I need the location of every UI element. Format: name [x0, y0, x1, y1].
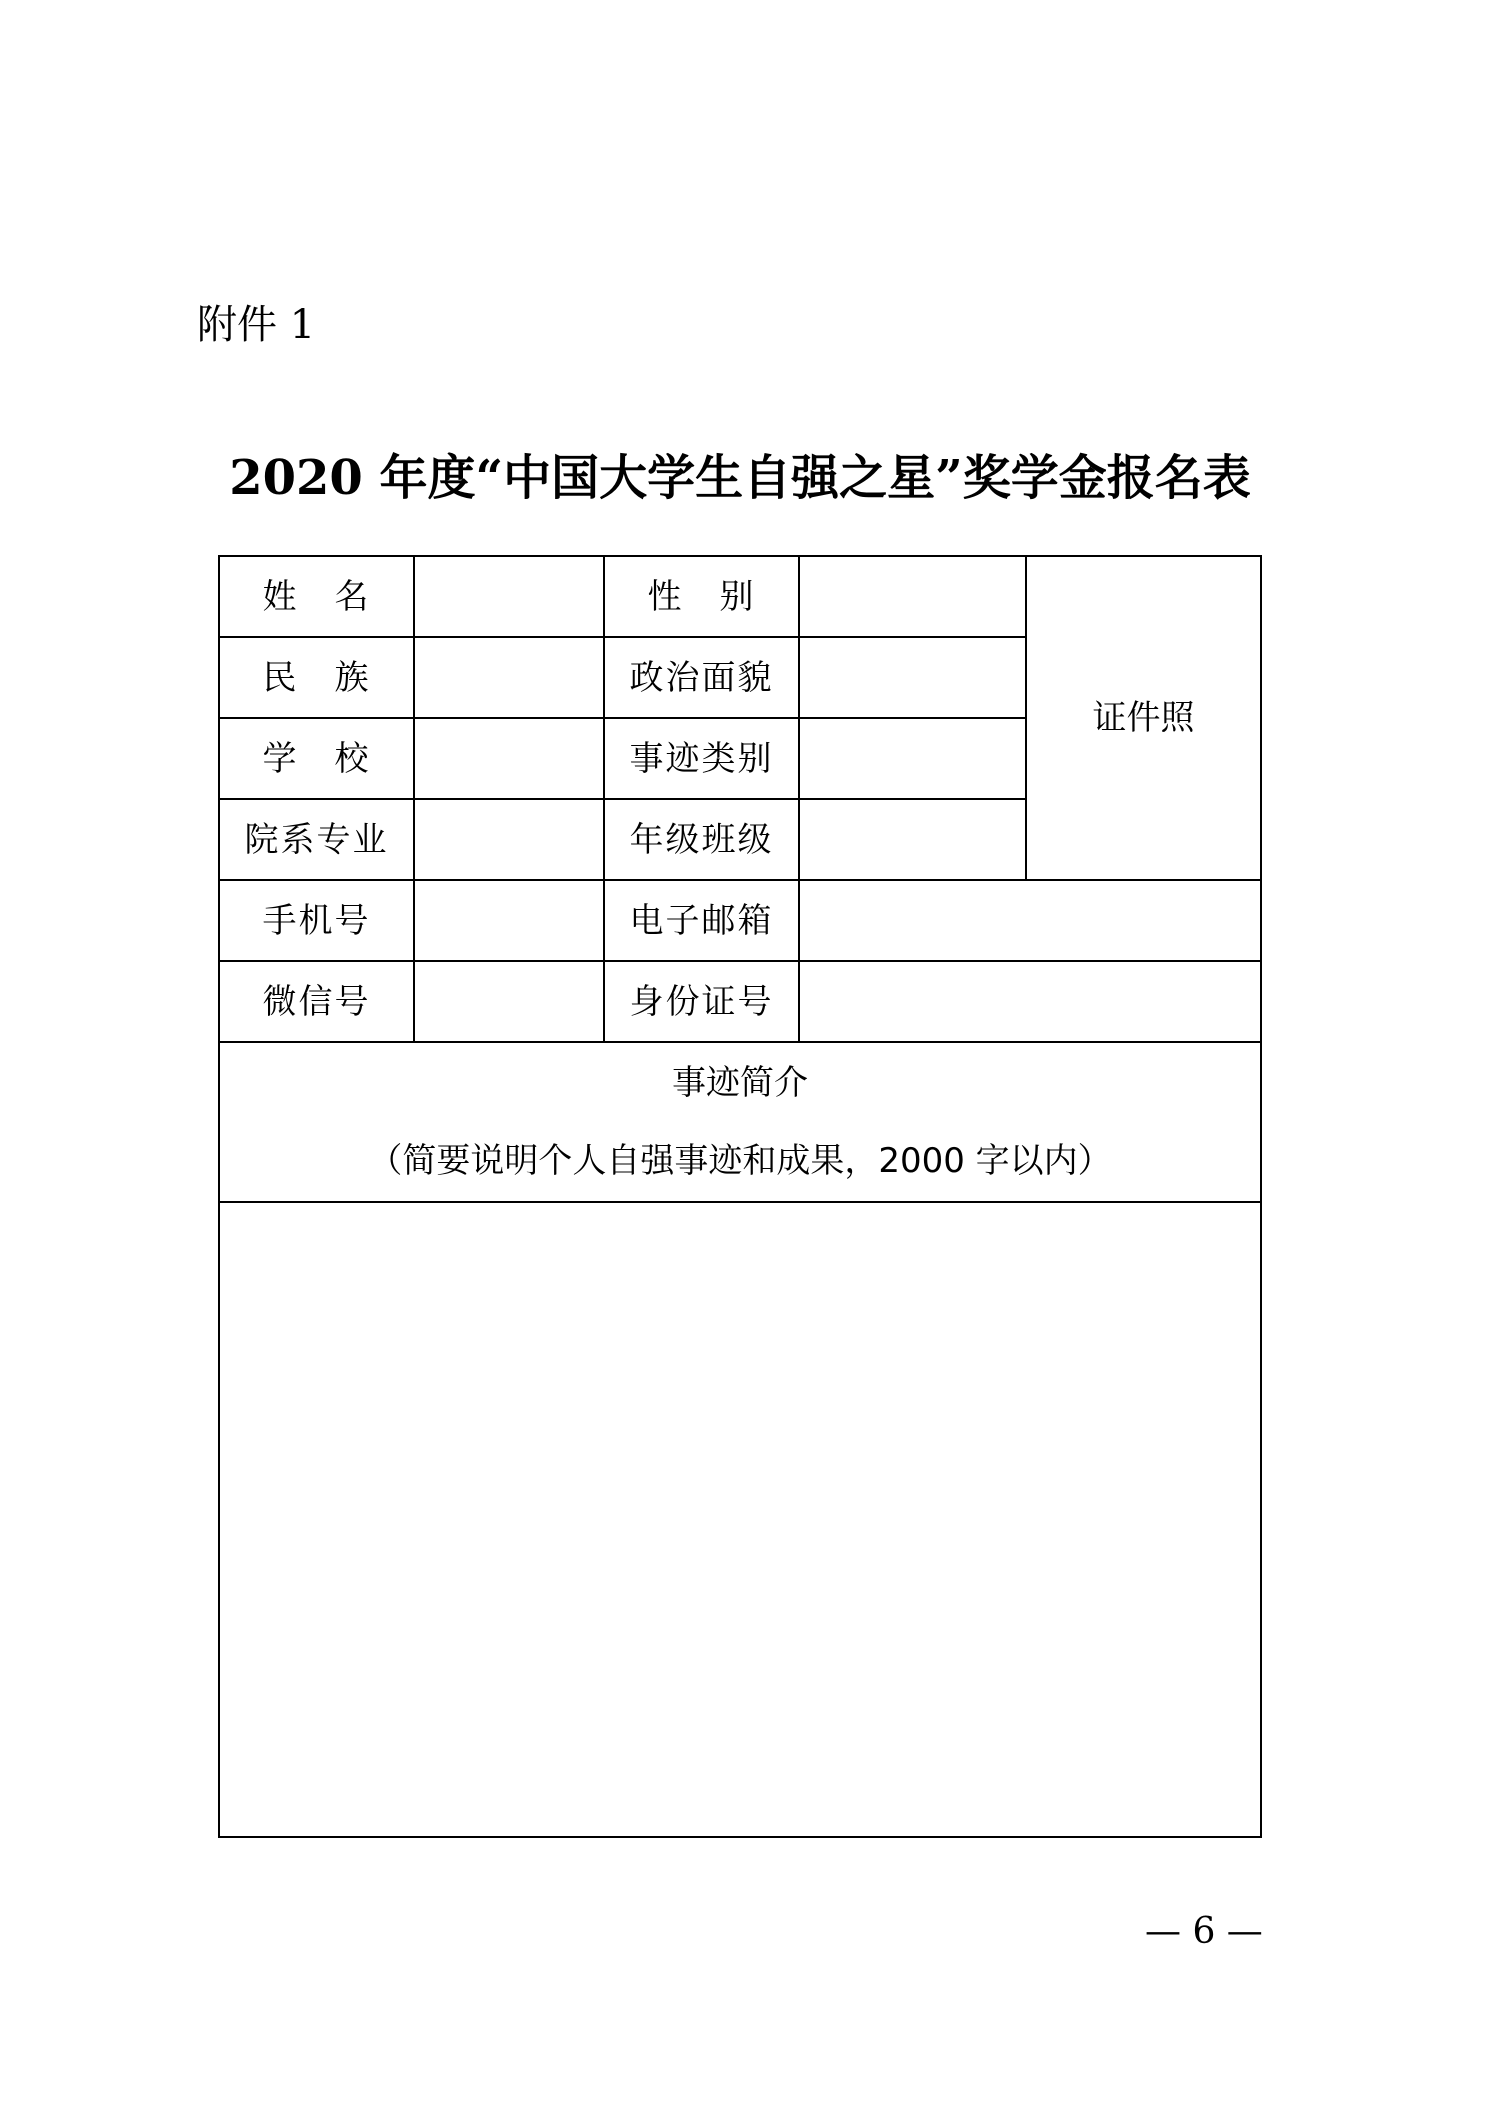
- gender-input-cell[interactable]: [799, 556, 1026, 637]
- ethnicity-label: 民 族: [219, 637, 414, 718]
- school-label: 学 校: [219, 718, 414, 799]
- gender-label: 性 别: [604, 556, 799, 637]
- photo-cell[interactable]: 证件照: [1026, 556, 1261, 880]
- id-number-input-cell[interactable]: [799, 961, 1261, 1042]
- intro-header-cell: [219, 1042, 1261, 1202]
- email-label: 电子邮箱: [604, 880, 799, 961]
- ethnicity-input-cell[interactable]: [414, 637, 604, 718]
- intro-title: 事迹简介: [672, 1063, 808, 1103]
- department-major-input-cell[interactable]: [414, 799, 604, 880]
- intro-hint: （简要说明个人自强事迹和成果，2000 字以内）: [368, 1141, 1112, 1181]
- email-input-cell[interactable]: [799, 880, 1261, 961]
- name-label: 姓 名: [219, 556, 414, 637]
- political-status-label: 政治面貌: [604, 637, 799, 718]
- deed-category-label: 事迹类别: [604, 718, 799, 799]
- school-input-cell[interactable]: [414, 718, 604, 799]
- mobile-label: 手机号: [219, 880, 414, 961]
- form-title: 2020 年度“中国大学生自强之星”奖学金报名表: [229, 450, 1251, 506]
- intro-content-cell[interactable]: [219, 1202, 1261, 1837]
- page-number: — 6 —: [1145, 1911, 1263, 1952]
- deed-category-input-cell[interactable]: [799, 718, 1026, 799]
- registration-form-table: [218, 555, 1262, 1838]
- department-major-label: 院系专业: [219, 799, 414, 880]
- name-input-cell[interactable]: [414, 556, 604, 637]
- mobile-input-cell[interactable]: [414, 880, 604, 961]
- wechat-input-cell[interactable]: [414, 961, 604, 1042]
- id-number-label: 身份证号: [604, 961, 799, 1042]
- political-status-input-cell[interactable]: [799, 637, 1026, 718]
- wechat-label: 微信号: [219, 961, 414, 1042]
- grade-class-input-cell[interactable]: [799, 799, 1026, 880]
- attachment-label: 附件 1: [197, 302, 316, 348]
- grade-class-label: 年级班级: [604, 799, 799, 880]
